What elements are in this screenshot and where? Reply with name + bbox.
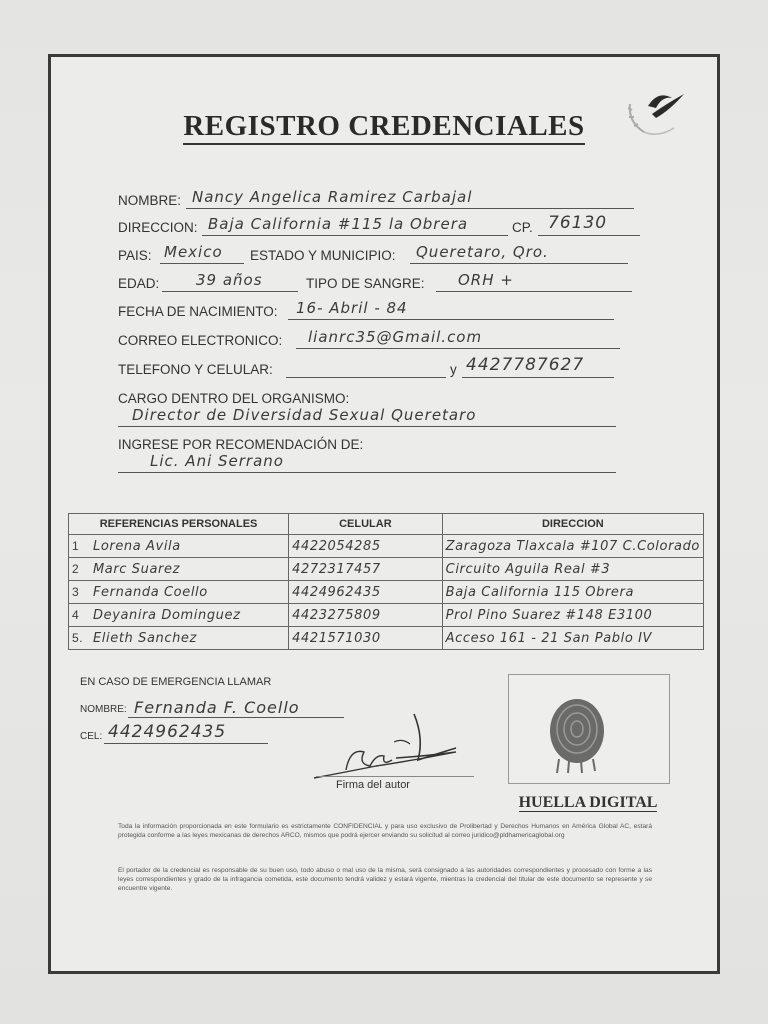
- correo-value: lianrc35@Gmail.com: [308, 328, 483, 346]
- table-row: [69, 581, 704, 604]
- signature-icon: [306, 708, 476, 784]
- page-title: REGISTRO CREDENCIALES: [0, 110, 768, 143]
- fingerprint-label: HUELLA DIGITAL: [518, 794, 658, 811]
- sangre-value: ORH +: [458, 271, 514, 289]
- row-number: 4: [69, 604, 90, 627]
- emergency-title: EN CASO DE EMERGENCIA LLAMAR: [80, 676, 272, 688]
- sangre-line: [436, 291, 632, 292]
- nacimiento-line: [288, 319, 614, 320]
- fingerprint-box: [508, 674, 670, 784]
- emergency-cel-line: [104, 743, 268, 744]
- sangre-label: TIPO DE SANGRE:: [306, 276, 425, 291]
- nombre-value: Nancy Angelica Ramirez Carbajal: [192, 188, 473, 206]
- header-direccion: DIRECCION: [442, 514, 703, 535]
- cp-label: CP.: [512, 220, 533, 235]
- pais-line: [160, 263, 244, 264]
- estado-value: Queretaro, Qro.: [416, 243, 549, 261]
- table-row: [69, 627, 704, 650]
- estado-line: [410, 263, 628, 264]
- nombre-label: NOMBRE:: [118, 193, 182, 208]
- emergency-nombre-value: Fernanda F. Coello: [134, 698, 300, 717]
- estado-label: ESTADO Y MUNICIPIO:: [250, 248, 396, 263]
- telefono-label: TELEFONO Y CELULAR:: [118, 362, 273, 377]
- reference-dir: Prol Pino Suarez #148 E3100: [442, 604, 703, 627]
- emergency-cel-label: CEL:: [80, 731, 103, 742]
- recomendacion-line: [118, 472, 616, 473]
- emergency-cel-value: 4424962435: [108, 722, 227, 742]
- table-row: [69, 558, 704, 581]
- telefono-line: [286, 377, 446, 378]
- table-row: [69, 535, 704, 558]
- reference-dir: Circuito Aguila Real #3: [442, 558, 703, 581]
- recomendacion-value: Lic. Ani Serrano: [150, 452, 284, 470]
- row-number: 1: [69, 535, 90, 558]
- direccion-label: DIRECCION:: [118, 220, 198, 235]
- nacimiento-label: FECHA DE NACIMIENTO:: [118, 304, 278, 319]
- edad-value: 39 años: [196, 271, 263, 289]
- edad-label: EDAD:: [118, 276, 160, 291]
- reference-cel: 4421571030: [289, 627, 443, 650]
- signature-label: Firma del autor: [336, 779, 410, 791]
- nacimiento-value: 16- Abril - 84: [296, 299, 408, 317]
- celular-line: [462, 377, 614, 378]
- reference-cel: 4424962435: [289, 581, 443, 604]
- reference-name: Marc Suarez: [90, 558, 289, 581]
- reference-dir: Zaragoza Tlaxcala #107 C.Colorado: [442, 535, 703, 558]
- reference-name: Lorena Avila: [90, 535, 289, 558]
- nombre-line: [186, 208, 634, 209]
- telefono-y-label: y: [450, 362, 457, 377]
- recomendacion-label: INGRESE POR RECOMENDACIÓN DE:: [118, 437, 364, 452]
- reference-dir: Acceso 161 - 21 San Pablo IV: [442, 627, 703, 650]
- cargo-label: CARGO DENTRO DEL ORGANISMO:: [118, 391, 350, 406]
- pais-label: PAIS:: [118, 248, 152, 263]
- reference-name: Deyanira Dominguez: [90, 604, 289, 627]
- signature-line: [316, 776, 474, 777]
- row-number: 5.: [69, 627, 90, 650]
- edad-line: [162, 291, 298, 292]
- reference-dir: Baja California 115 Obrera: [442, 581, 703, 604]
- reference-cel: 4423275809: [289, 604, 443, 627]
- header-celular: CELULAR: [289, 514, 443, 535]
- cp-line: [538, 235, 640, 236]
- fingerprint-icon: [545, 693, 609, 777]
- cargo-value: Director de Diversidad Sexual Queretaro: [132, 406, 477, 424]
- pais-value: Mexico: [164, 243, 223, 261]
- row-number: 3: [69, 581, 90, 604]
- reference-name: Fernanda Coello: [90, 581, 289, 604]
- emergency-nombre-label: NOMBRE:: [80, 704, 127, 715]
- legal-responsibility: El portador de la credencial es responsable de su buen uso, todo abuso o mal uso de la misma, será consignado a las autoridades correspondientes y procesado con forme a las leyes correspondientes y grado de la infragancia cometida, este documento tendrá validez y estará vigente, mientras la credencial del titular de este documento se represente y se encuentre vigente.: [118, 867, 652, 892]
- celular-value: 4427787627: [466, 355, 585, 375]
- correo-label: CORREO ELECTRONICO:: [118, 333, 283, 348]
- header-referencias: REFERENCIAS PERSONALES: [69, 514, 289, 535]
- direccion-line: [202, 235, 508, 236]
- reference-cel: 4272317457: [289, 558, 443, 581]
- correo-line: [296, 348, 620, 349]
- cargo-line: [118, 426, 616, 427]
- reference-cel: 4422054285: [289, 535, 443, 558]
- reference-name: Elieth Sanchez: [90, 627, 289, 650]
- direccion-value: Baja California #115 la Obrera: [208, 215, 469, 233]
- references-table: [68, 513, 704, 650]
- legal-confidentiality: Toda la información proporcionada en este formulario es estrictamente CONFIDENCIAL y para uso exclusivo de Prolibertad y Derechos Humanos en América Global AC, estará protegida conforme a las leyes mexicanas de derechos ARCO, mismos que podrá ejercer enviando su solicitud al correo juridico@pldhamericaglobal.org: [118, 823, 652, 839]
- references-header-row: [69, 514, 704, 535]
- table-row: [69, 604, 704, 627]
- cp-value: 76130: [548, 213, 608, 233]
- row-number: 2: [69, 558, 90, 581]
